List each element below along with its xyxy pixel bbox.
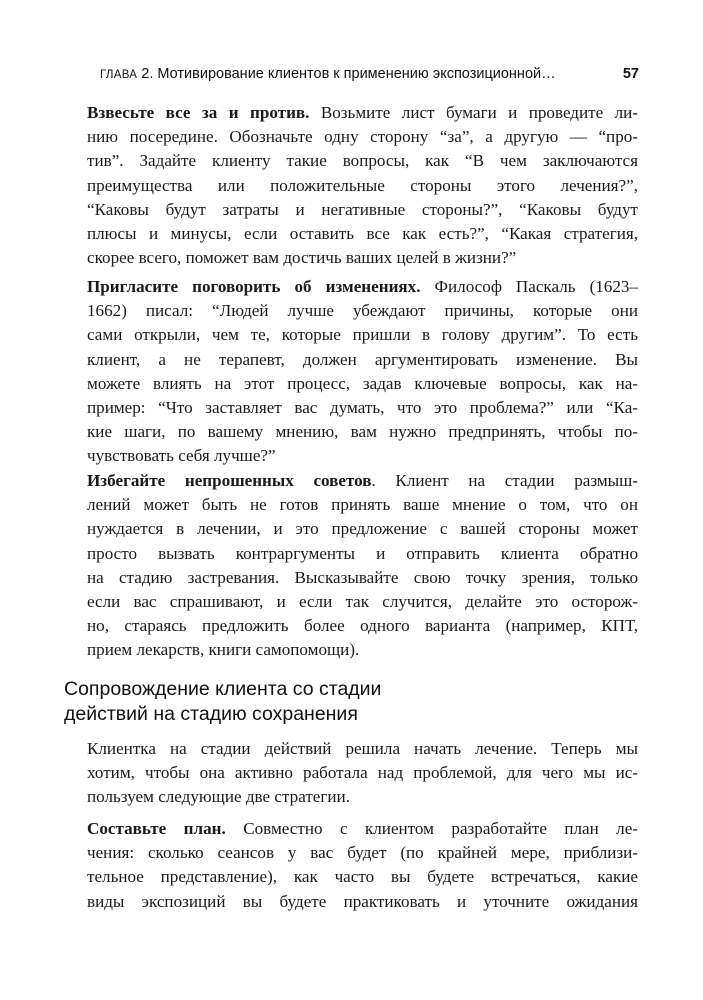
paragraph-line: Взвесьте все за и против. Возьмите лист бумаги и проведите ли-	[87, 103, 638, 122]
running-head	[64, 63, 639, 85]
section-heading	[64, 677, 639, 727]
paragraph-lead: Избегайте непрошенных советов	[87, 471, 372, 490]
paragraph-line: нию посередине. Обозначьте одну сторону “за”, а другую — “про-	[87, 127, 638, 147]
paragraph-line: Клиентка на стадии действий решила начать лечение. Теперь мы	[87, 739, 638, 758]
paragraph-line: чения: сколько сеансов у вас будет (по крайней мере, приблизи-	[87, 843, 638, 863]
paragraph-line: пример: “Что заставляет вас думать, что это проблема?” или “Ка-	[87, 397, 638, 417]
paragraph-intro	[87, 737, 638, 810]
paragraph-line: просто вызвать контраргументы и отправить клиента обратно	[87, 543, 638, 563]
paragraph-line: пользуем следующие две стратегии.	[87, 787, 350, 807]
paragraph-line: виды экспозиций вы будете практиковать и уточните ожидания	[87, 891, 638, 911]
paragraph-avoid-unsolicited-advice	[87, 469, 638, 663]
paragraph-weigh-pros-cons	[87, 101, 638, 270]
paragraph-line: чувствовать себя лучше?”	[87, 446, 276, 466]
paragraph-line: если вас спрашивают, и если так случится, делайте это осторож-	[87, 591, 638, 611]
paragraph-line: тельное представление), как часто вы будете встречаться, какие	[87, 867, 638, 887]
paragraph-line: скорее всего, поможет вам достичь ваших целей в жизни?”	[87, 248, 517, 268]
paragraph-line: сами открыли, чем те, которые пришли в голову другим”. То есть	[87, 325, 638, 345]
paragraph-line: клиент, а не терапевт, должен аргументировать изменение. Вы	[87, 349, 638, 369]
paragraph-line: лений может быть не готов принять ваше мнение о том, что он	[87, 495, 638, 515]
chapter-title: 2. Мотивирование клиентов к применению экспозиционной…	[141, 66, 556, 82]
paragraph-invite-change-talk	[87, 275, 638, 469]
paragraph-line: прием лекарств, книги самопомощи).	[87, 640, 360, 660]
paragraph-line: тив”. Задайте клиенту такие вопросы, как “В чем заключаются	[87, 151, 638, 171]
paragraph-line: Избегайте непрошенных советов. Клиент на стадии размыш-	[87, 471, 638, 490]
running-head-title	[100, 63, 556, 86]
paragraph-line: на стадию застревания. Высказывайте свою точку зрения, только	[87, 567, 638, 587]
paragraph-line: Пригласите поговорить об изменениях. Философ Паскаль (1623–	[87, 277, 638, 296]
section-heading-line: Сопровождение клиента со стадии	[64, 678, 382, 700]
section-heading-line: действий на стадию сохранения	[64, 703, 358, 725]
paragraph-lead: Пригласите поговорить об изменениях.	[87, 277, 421, 296]
paragraph-line: хотим, чтобы она активно работала над проблемой, для чего мы ис-	[87, 763, 638, 783]
paragraph-line: 1662) писал: “Людей лучше убеждают причины, которые они	[87, 301, 638, 321]
chapter-label: ГЛАВА	[100, 69, 138, 81]
paragraph-line: “Каковы будут затраты и негативные стороны?”, “Каковы будут	[87, 199, 638, 219]
paragraph-line: кие шаги, по вашему мнению, вам нужно предпринять, чтобы по-	[87, 422, 638, 442]
paragraph-line: Составьте план. Совместно с клиентом разработайте план ле-	[87, 819, 638, 838]
paragraph-line: но, стараясь предложить более одного варианта (например, КПТ,	[87, 616, 638, 636]
paragraph-line: нуждается в лечении, и это предложение с вашей стороны может	[87, 519, 638, 539]
paragraph-line: плюсы и минусы, если оставить все как есть?”, “Какая стратегия,	[87, 223, 638, 243]
paragraph-line: преимущества или положительные стороны этого лечения?”,	[87, 175, 638, 195]
page-number: 57	[622, 66, 639, 82]
paragraph-lead: Составьте план.	[87, 819, 226, 838]
paragraph-lead: Взвесьте все за и против.	[87, 103, 310, 122]
paragraph-make-plan	[87, 817, 638, 914]
paragraph-line: можете влиять на этот процесс, задав ключевые вопросы, как на-	[87, 373, 638, 393]
